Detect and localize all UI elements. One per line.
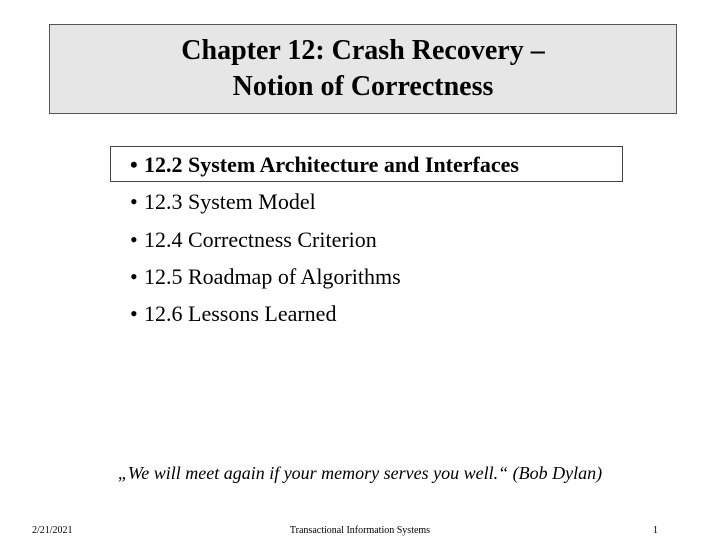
section-item-12-4 (130, 221, 519, 258)
section-item-label: 12.2 System Architecture and Interfaces (144, 152, 519, 177)
footer-page-number: 1 (653, 525, 658, 536)
section-item-label: 12.4 Correctness Criterion (144, 226, 377, 252)
section-item-12-5 (130, 258, 519, 295)
footer-date: 2/21/2021 (32, 525, 73, 536)
section-item-label: 12.5 Roadmap of Algorithms (144, 263, 401, 289)
bullet-icon: • (130, 301, 138, 327)
epigraph-quote: „We will meet again if your memory serves you well.“ (Bob Dylan) (117, 463, 603, 483)
slide-title-line-1: Chapter 12: Crash Recovery – (181, 35, 545, 66)
slide-title-line-2: Notion of Correctness (232, 71, 494, 102)
section-item-label: 12.3 System Model (144, 189, 316, 215)
bullet-icon: • (130, 189, 138, 215)
section-item-12-3 (130, 183, 519, 220)
section-item-12-2 (130, 146, 519, 183)
footer-course-title: Transactional Information Systems (289, 525, 431, 536)
bullet-icon: • (130, 152, 138, 177)
section-list (130, 146, 519, 332)
section-item-12-6 (130, 295, 519, 332)
bullet-icon: • (130, 226, 138, 252)
slide-title-box (49, 24, 677, 114)
bullet-icon: • (130, 263, 138, 289)
section-item-label: 12.6 Lessons Learned (144, 301, 337, 327)
